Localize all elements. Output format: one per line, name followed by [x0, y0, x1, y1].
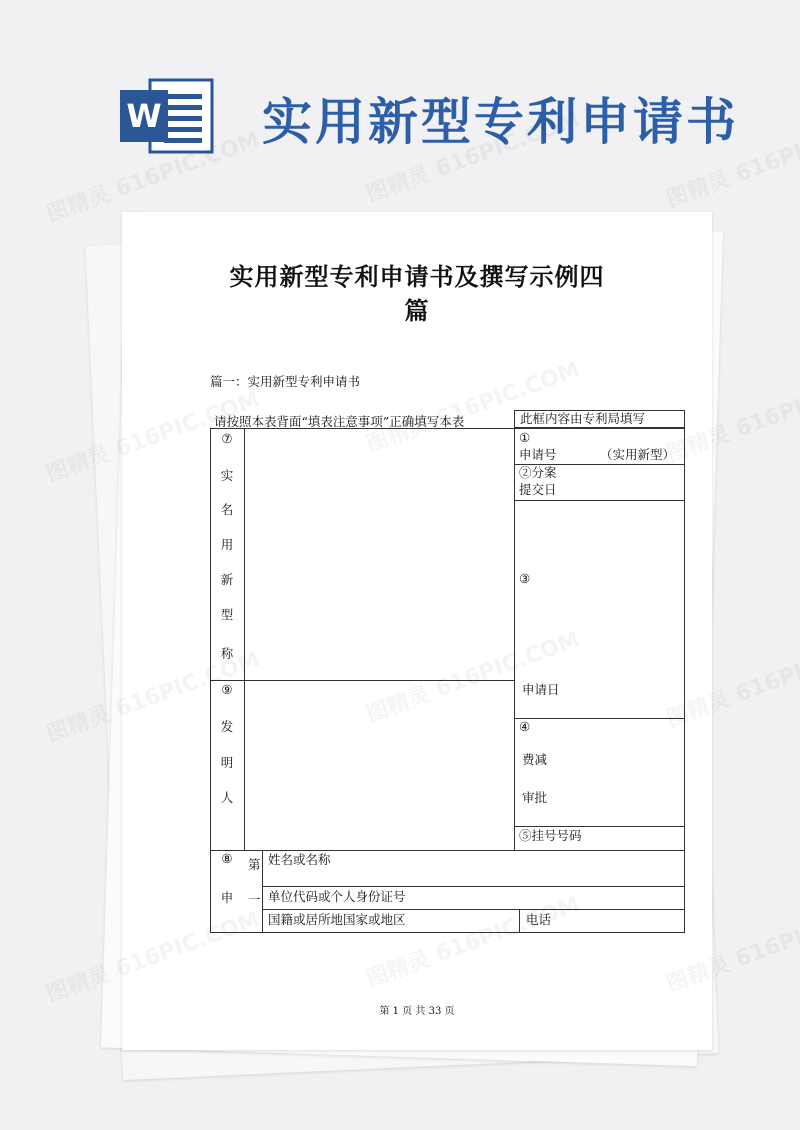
office-use-header-box [514, 410, 685, 428]
table-left-caption: 请按照本表背面“填表注意事项”正确填写本表 [214, 414, 465, 429]
registered-number-label: ⑤挂号号码 [519, 828, 582, 843]
nationality-field-label: 国籍或居所地国家或地区 [268, 912, 406, 927]
phone-field-label: 电话 [526, 912, 552, 927]
utility-model-label: （实用新型） [600, 447, 676, 462]
word-logo-icon [120, 78, 216, 154]
cell-4-marker: ④ [519, 719, 531, 734]
divisional-label: ②分案 [519, 465, 557, 480]
page-footer: 第 1 页 共 33 页 [379, 1006, 455, 1017]
row-label-char: 申 [220, 890, 234, 905]
document-title-line2: 篇 [404, 296, 430, 325]
approval-label: 审批 [522, 790, 548, 805]
logo-letter: W [126, 97, 162, 135]
cell-1-marker: ① [519, 430, 531, 445]
row-marker: ⑧ [221, 851, 233, 866]
document-page [122, 212, 712, 1050]
applicant-dash: 一 [248, 892, 261, 907]
name-field-label: 姓名或名称 [268, 852, 331, 867]
row-label-char: 用 [220, 537, 234, 552]
fee-reduction-label: 费减 [522, 752, 548, 767]
applicant-first-char: 第 [248, 857, 261, 872]
row-marker: ⑨ [221, 682, 233, 697]
row-label-char: 名 [220, 502, 234, 517]
application-date-label: 申请日 [522, 682, 560, 697]
section-heading: 篇一：实用新型专利申请书 [210, 374, 361, 389]
row-marker: ⑦ [221, 431, 233, 446]
id-field-label: 单位代码或个人身份证号 [268, 889, 406, 904]
document-title [122, 260, 712, 328]
row-label-char: 发 [220, 719, 234, 734]
row-label-char: 型 [220, 607, 234, 622]
row-label-char: 实 [220, 468, 234, 483]
cell-3-marker: ③ [519, 571, 531, 586]
page-title: 实用新型专利申请书 [262, 92, 739, 151]
table-right-caption: 此框内容由专利局填写 [520, 411, 646, 426]
submit-date-label: 提交日 [519, 482, 557, 497]
row-label-char: 人 [220, 790, 234, 805]
row-label-char: 明 [220, 755, 234, 770]
document-title-line1: 实用新型专利申请书及撰写示例四 [229, 262, 605, 291]
row-label-char: 新 [220, 572, 234, 587]
application-number-label: 申请号 [519, 447, 557, 462]
row-label-char: 称 [220, 646, 234, 661]
